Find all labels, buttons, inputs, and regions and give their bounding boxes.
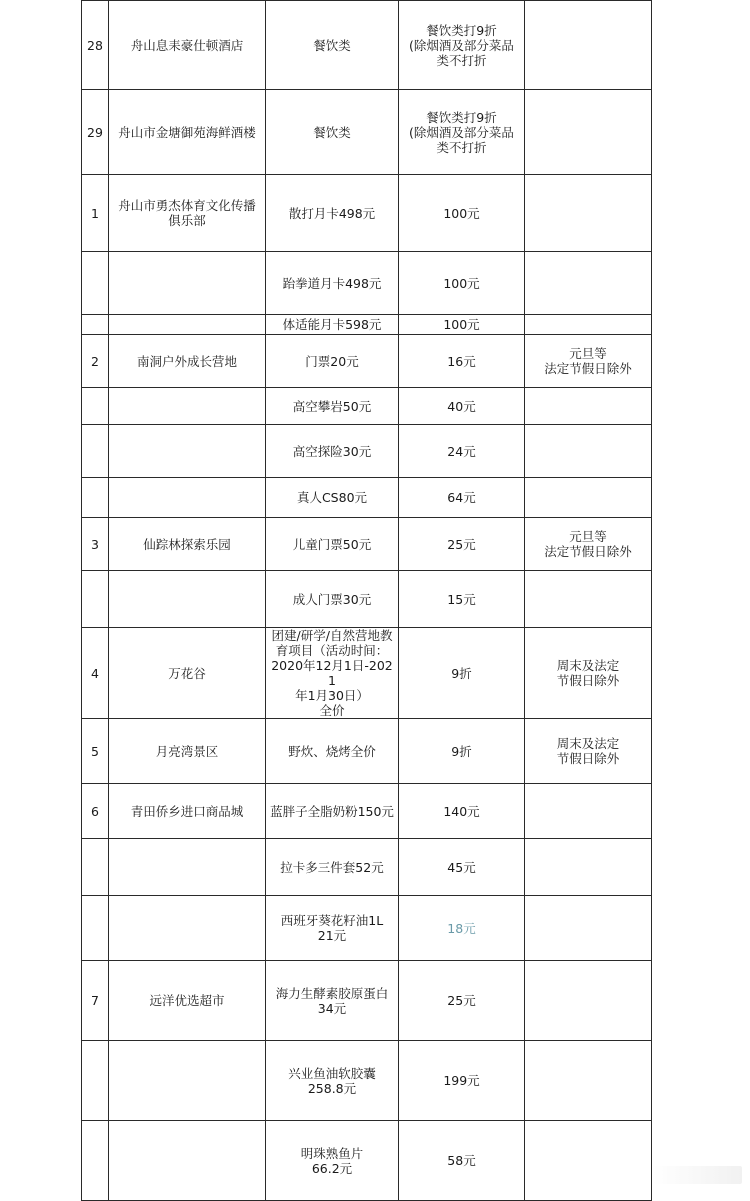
merchant-name — [109, 839, 266, 896]
discount-value: 餐饮类打9折 (除烟酒及部分菜品 类不打折 — [399, 90, 525, 175]
merchant-name: 南洞户外成长营地 — [109, 335, 266, 388]
discount-value: 100元 — [399, 315, 525, 335]
item-name: 真人CS80元 — [266, 478, 399, 518]
merchant-name — [109, 1121, 266, 1201]
discount-value: 58元 — [399, 1121, 525, 1201]
merchant-name — [109, 478, 266, 518]
merchant-name: 舟山息耒豪仕顿酒店 — [109, 1, 266, 90]
note-cell — [525, 784, 652, 839]
row-number: 29 — [82, 90, 109, 175]
merchant-name: 仙踪林探索乐园 — [109, 518, 266, 571]
item-name: 高空攀岩50元 — [266, 388, 399, 425]
discount-value: 25元 — [399, 961, 525, 1041]
item-name: 明珠熟鱼片 66.2元 — [266, 1121, 399, 1201]
item-name: 高空探险30元 — [266, 425, 399, 478]
note-cell: 周末及法定 节假日除外 — [525, 628, 652, 719]
item-name: 跆拳道月卡498元 — [266, 252, 399, 315]
item-name: 餐饮类 — [266, 1, 399, 90]
item-name: 儿童门票50元 — [266, 518, 399, 571]
row-number: 2 — [82, 335, 109, 388]
table-row — [82, 335, 652, 388]
note-cell — [525, 961, 652, 1041]
row-number — [82, 896, 109, 961]
discount-value: 16元 — [399, 335, 525, 388]
discount-value: 餐饮类打9折 (除烟酒及部分菜品 类不打折 — [399, 1, 525, 90]
table-row — [82, 961, 652, 1041]
row-number — [82, 571, 109, 628]
item-name: 野炊、烧烤全价 — [266, 719, 399, 784]
discount-value: 25元 — [399, 518, 525, 571]
merchant-name: 远洋优选超市 — [109, 961, 266, 1041]
table-row — [82, 90, 652, 175]
note-cell — [525, 1121, 652, 1201]
merchant-name: 万花谷 — [109, 628, 266, 719]
note-cell — [525, 425, 652, 478]
item-name: 门票20元 — [266, 335, 399, 388]
watermark-smudge — [652, 1166, 742, 1184]
merchant-name — [109, 388, 266, 425]
table-row — [82, 315, 652, 335]
item-name: 餐饮类 — [266, 90, 399, 175]
table-row — [82, 388, 652, 425]
discount-value: 140元 — [399, 784, 525, 839]
table-row — [82, 571, 652, 628]
table-row — [82, 839, 652, 896]
row-number: 6 — [82, 784, 109, 839]
table-row — [82, 518, 652, 571]
merchant-name: 青田侨乡进口商品城 — [109, 784, 266, 839]
discount-value: 9折 — [399, 719, 525, 784]
table-row — [82, 1121, 652, 1201]
item-name: 兴业鱼油软胶囊 258.8元 — [266, 1041, 399, 1121]
item-name: 海力生酵素胶原蛋白 34元 — [266, 961, 399, 1041]
table-row — [82, 1, 652, 90]
discount-value: 18元 — [399, 896, 525, 961]
item-name: 团建/研学/自然营地教 育项目（活动时间： 2020年12月1日-2021 年1月30日） 全价 — [266, 628, 399, 719]
item-name: 蓝胖子全脂奶粉150元 — [266, 784, 399, 839]
discount-table — [81, 0, 652, 1201]
item-name: 拉卡多三件套52元 — [266, 839, 399, 896]
row-number: 28 — [82, 1, 109, 90]
row-number — [82, 315, 109, 335]
discount-value: 100元 — [399, 252, 525, 315]
item-name: 西班牙葵花籽油1L 21元 — [266, 896, 399, 961]
note-cell — [525, 1041, 652, 1121]
table-row — [82, 784, 652, 839]
merchant-name: 舟山市勇杰体育文化传播 俱乐部 — [109, 175, 266, 252]
merchant-name — [109, 252, 266, 315]
merchant-name — [109, 1041, 266, 1121]
note-cell — [525, 1, 652, 90]
row-number — [82, 388, 109, 425]
table-row — [82, 628, 652, 719]
note-cell: 周末及法定 节假日除外 — [525, 719, 652, 784]
row-number: 3 — [82, 518, 109, 571]
table-row — [82, 896, 652, 961]
merchant-name — [109, 315, 266, 335]
note-cell: 元旦等 法定节假日除外 — [525, 335, 652, 388]
note-cell — [525, 571, 652, 628]
discount-value: 40元 — [399, 388, 525, 425]
note-cell — [525, 252, 652, 315]
row-number — [82, 839, 109, 896]
item-name: 成人门票30元 — [266, 571, 399, 628]
note-cell — [525, 175, 652, 252]
row-number: 5 — [82, 719, 109, 784]
merchant-name — [109, 896, 266, 961]
row-number: 7 — [82, 961, 109, 1041]
row-number — [82, 1121, 109, 1201]
discount-value: 64元 — [399, 478, 525, 518]
table-row — [82, 1041, 652, 1121]
discount-value: 100元 — [399, 175, 525, 252]
note-cell — [525, 388, 652, 425]
row-number: 1 — [82, 175, 109, 252]
merchant-name: 月亮湾景区 — [109, 719, 266, 784]
note-cell — [525, 839, 652, 896]
row-number: 4 — [82, 628, 109, 719]
item-name: 散打月卡498元 — [266, 175, 399, 252]
note-cell — [525, 315, 652, 335]
discount-value: 199元 — [399, 1041, 525, 1121]
discount-value: 45元 — [399, 839, 525, 896]
note-cell — [525, 896, 652, 961]
item-name: 体适能月卡598元 — [266, 315, 399, 335]
note-cell — [525, 90, 652, 175]
discount-value: 15元 — [399, 571, 525, 628]
row-number — [82, 478, 109, 518]
discount-value: 24元 — [399, 425, 525, 478]
merchant-name — [109, 425, 266, 478]
row-number — [82, 252, 109, 315]
merchant-name — [109, 571, 266, 628]
table-row — [82, 175, 652, 252]
table-row — [82, 478, 652, 518]
table-row — [82, 252, 652, 315]
merchant-name: 舟山市金塘御苑海鲜酒楼 — [109, 90, 266, 175]
note-cell: 元旦等 法定节假日除外 — [525, 518, 652, 571]
table-row — [82, 719, 652, 784]
row-number — [82, 425, 109, 478]
note-cell — [525, 478, 652, 518]
table-row — [82, 425, 652, 478]
discount-value: 9折 — [399, 628, 525, 719]
row-number — [82, 1041, 109, 1121]
